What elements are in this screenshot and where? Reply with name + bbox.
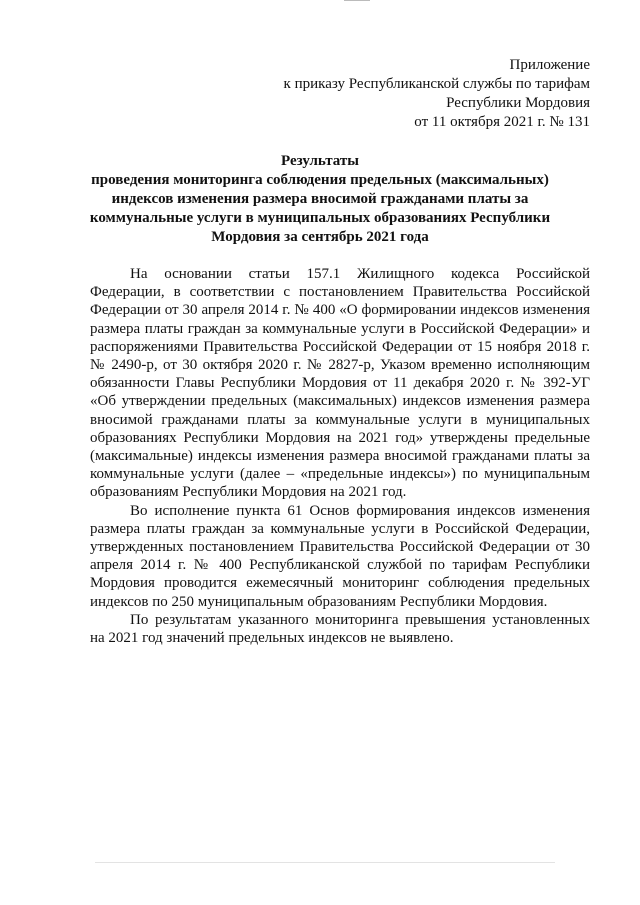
- title-line: коммунальные услуги в муниципальных образованиях Республики: [89, 210, 551, 226]
- header-line: Республики Мордовия: [446, 95, 590, 111]
- scan-mark-top: [344, 0, 370, 1]
- document-title: [70, 152, 570, 247]
- title-line: Результаты: [281, 153, 359, 169]
- header-line: к приказу Республиканской службы по тарифам: [283, 76, 590, 92]
- header-line: от 11 октября 2021 г. № 131: [414, 114, 590, 130]
- paragraph: На основании статьи 157.1 Жилищного кодекса Российской Федерации, в соответствии с постановлением Правительства Российской Федерации от 30 апреля 2014 г. № 400 «О формировании индексов изменения размера платы граждан за коммунальные услуги в Российской Федерации» и распоряжениями Правительства Российской Федерации от 15 ноября 2018 г. № 2490-р, от 30 октября 2020 г. № 2827-р, Указом временно исполняющим обязанности Главы Республики Мордовия от 11 декабря 2020 г. № 392-УГ «Об утверждении предельных (максимальных) индексов изменения размера вносимой гражданами платы за коммунальные услуги в муниципальных образованиях Республики Мордовия на 2021 год» утверждены предельные (максимальные) индексы изменения размера вносимой гражданами платы за коммунальные услуги (далее – «предельные индексы») по муниципальным образованиям Республики Мордовия на 2021 год.: [90, 266, 590, 501]
- scan-mark-bottom: [95, 862, 555, 863]
- title-line: индексов изменения размера вносимой гражданами платы за: [111, 191, 529, 207]
- header-line: Приложение: [509, 57, 590, 73]
- paragraph: По результатам указанного мониторинга превышения установленных на 2021 год значений предельных индексов не выявлено.: [90, 611, 590, 647]
- title-line: проведения мониторинга соблюдения предельных (максимальных): [91, 172, 549, 188]
- document-body: [90, 265, 590, 647]
- paragraph: Во исполнение пункта 61 Основ формирования индексов изменения размера платы граждан за коммунальные услуги в Российской Федерации, утвержденных постановлением Правительства Российской Федерации от 30 апреля 2014 г. № 400 Республиканской службой по тарифам Республики Мордовия проводится ежемесячный мониторинг соблюдения предельных индексов по 250 муниципальным образованиям Республики Мордовия.: [90, 502, 590, 610]
- appendix-header: [284, 56, 590, 132]
- title-line: Мордовия за сентябрь 2021 года: [211, 229, 429, 245]
